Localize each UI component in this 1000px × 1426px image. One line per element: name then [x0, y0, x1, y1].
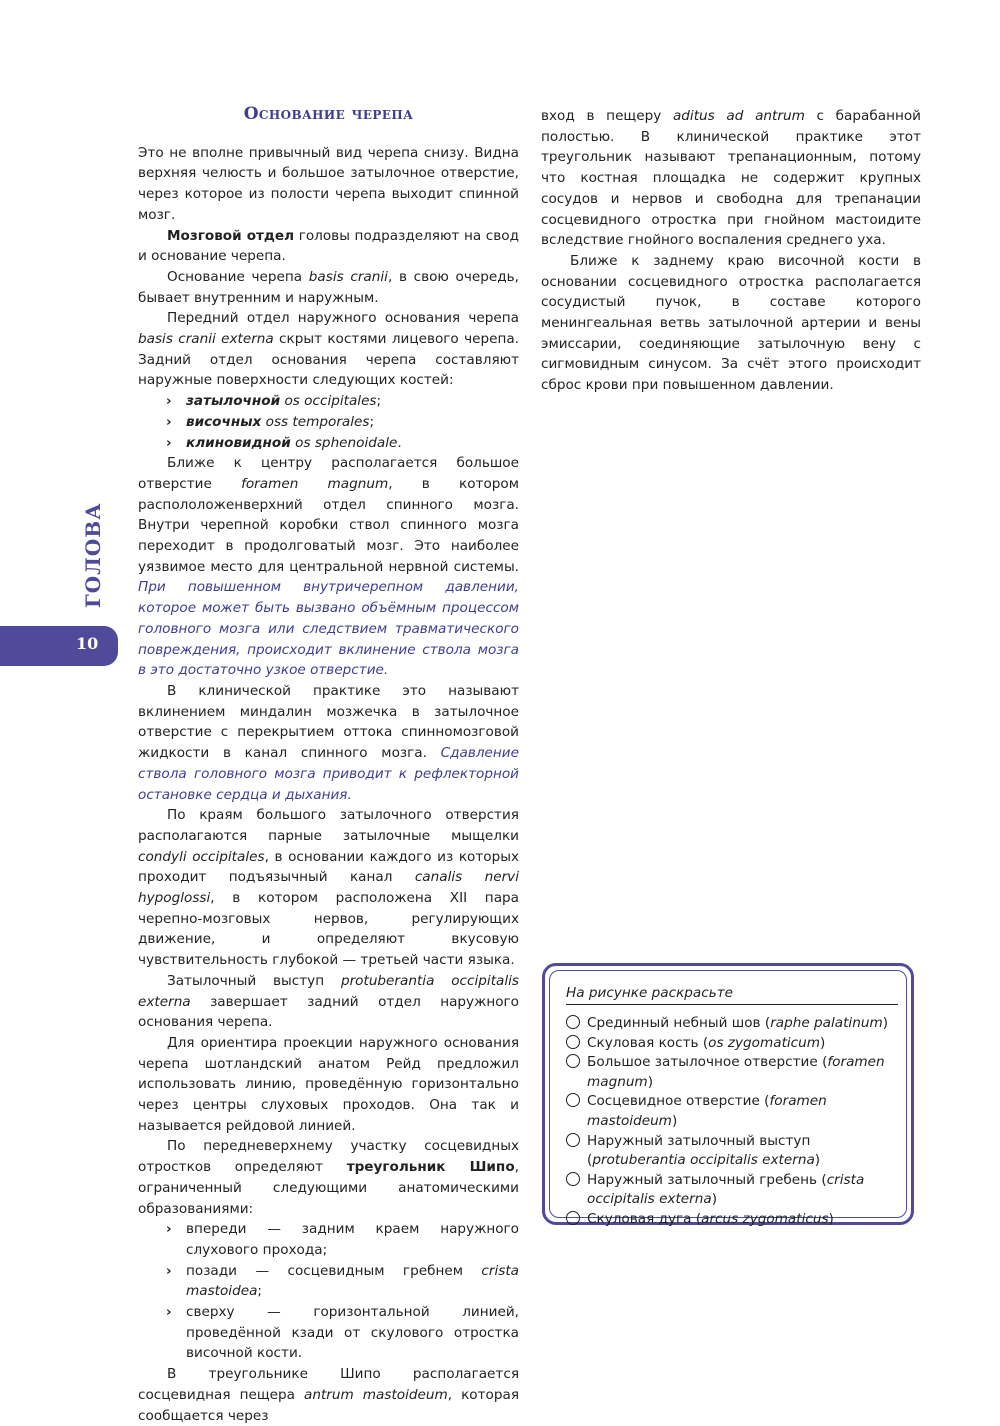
coloring-task-title: На рисунке раскрасьте [566, 985, 898, 1005]
coloring-item[interactable]: Наружный затылочный выступ (protuberantia occipitalis externa) [565, 1132, 910, 1171]
circle-checkbox-icon[interactable] [565, 1132, 587, 1151]
list-item: › впереди — задним краем наружного слухового прохода; [138, 1219, 519, 1260]
page-number: 10 [76, 634, 99, 653]
paragraph-foramen: Ближе к центру располагается большое отверстие foramen magnum, в котором распололоженверхний отдел спинного мозга. Внутри черепной коробки ствол спинного мозга переходит в продолговатый мозг. Это наиболее уязвимое место для центральной нервной системы. При повышенном внутричерепном давлении, которое может быть вызвано объёмным процессом головного мозга или следствием травматического повреждения, происходит вклинение ствола мозга в это достаточно узкое отверстие. [138, 455, 519, 679]
circle-checkbox-icon[interactable] [565, 1210, 587, 1229]
paragraph-antrum: В треугольнике Шипо располагается сосцевидная пещера antrum mastoideum, которая сообщается через [138, 1366, 519, 1424]
paragraph-condyles: По краям большого затылочного отверстия располагаются парные затылочные мыщелки condyli occipitales, в основании каждого из которых проходит подъязычный канал canalis nervi hypoglossi, в котором расположена XII пара черепно-мозговых нервов, регулирующих движение, и определяют вкусовую чувствительность глубокой — третьей части языка. [138, 807, 519, 969]
chevron-right-icon: › [166, 1304, 172, 1321]
paragraph-intro: Это не вполне привычный вид черепа снизу. Видна верхняя челюсть и большое затылочное отверстие, через которое из полости черепа выходит спинной мозг. [138, 144, 519, 223]
chevron-right-icon: › [166, 434, 172, 451]
circle-checkbox-icon[interactable] [565, 1092, 587, 1111]
paragraph-clinical: В клинической практике это называют вклинением миндалин мозжечка в затылочное отверстие с перекрытием оттока спинномозговой жидкости в канал спинного мозга. Сдавление ствола головного мозга приводит к рефлекторной остановке сердца и дыхания. [138, 682, 519, 803]
coloring-task-box [542, 963, 914, 1225]
coloring-item[interactable]: Наружный затылочный гребень (crista occipitalis externa) [565, 1171, 910, 1210]
coloring-item[interactable]: Скуловая кость (os zygomaticum) [565, 1034, 910, 1054]
paragraph-protuberance: Затылочный выступ protuberantia occipitalis externa завершает задний отдел наружного основания черепа. [138, 972, 519, 1031]
circle-checkbox-icon[interactable] [565, 1034, 587, 1053]
list-item: › височных oss temporales; [138, 412, 519, 433]
chevron-right-icon: › [166, 1262, 172, 1279]
section-label: ГОЛОВА [81, 502, 105, 608]
list-item: › позади — сосцевидным гребнем crista mastoidea; [138, 1261, 519, 1302]
circle-checkbox-icon[interactable] [565, 1171, 587, 1190]
chevron-right-icon: › [166, 1221, 172, 1238]
page-title: Основание черепа [243, 104, 414, 124]
paragraph-reid: Для ориентира проекции наружного основания черепа шотландский анатом Рейд предложил использовать линию, проведённую горизонтально через центры слуховых проходов. Она так и называется рейдовой линией. [138, 1034, 519, 1134]
chevron-right-icon: › [166, 413, 172, 430]
paragraph-vessels: Ближе к заднему краю височной кости в основании сосцевидного отростка располагается сосудистый пучок, в составе которого менингеальная ветвь затылочной артерии и вены эмиссарии, соединяющие затылочную вену с сигмовидным синусом. За счёт этого происходит сброс крови при повышенном давлении. [541, 252, 921, 394]
coloring-item[interactable]: Сосцевидное отверстие (foramen mastoideum) [565, 1092, 910, 1131]
coloring-item[interactable]: Срединный небный шов (raphe palatinum) [565, 1014, 910, 1034]
page-number-tab [0, 626, 118, 666]
paragraph-brain-section: Мозговой отдел головы подразделяют на свод и основание черепа. [138, 227, 519, 265]
coloring-item[interactable]: Большое затылочное отверстие (foramen magnum) [565, 1053, 910, 1092]
circle-checkbox-icon[interactable] [565, 1014, 587, 1033]
chevron-right-icon: › [166, 393, 172, 410]
left-column [138, 100, 519, 1426]
coloring-task-list [565, 1014, 910, 1230]
paragraph-chipault: По передневерхнему участку сосцевидных отростков определяют треугольник Шипо, ограниченный следующими анатомическими образованиями: [138, 1138, 519, 1217]
list-item: › затылочной os occipitales; [138, 391, 519, 412]
paragraph-external-base: Передний отдел наружного основания черепа basis cranii externa скрыт костями лицевого черепа. Задний отдел основания черепа составляют наружные поверхности следующих костей: [138, 310, 519, 389]
coloring-item[interactable]: Скуловая дуга (arcus zygomaticus) [565, 1210, 910, 1230]
paragraph-basis: Основание черепа basis cranii, в свою очередь, бывает внутренним и наружным. [138, 268, 519, 306]
list-item: › клиновидной os sphenoidale. [138, 433, 519, 454]
list-item: › сверху — горизонтальной линией, проведённой кзади от скулового отростка височной кости. [138, 1302, 519, 1364]
right-column [541, 106, 921, 396]
paragraph-aditus: вход в пещеру aditus ad antrum с барабанной полостью. В клинической практике этот треугольник называют трепанационным, потому что костная площадка не содержит крупных сосудов и нервов и свободна для трепанации сосцевидного отростка при гнойном мастоидите вследствие гнойного воспаления среднего уха. [541, 108, 921, 249]
circle-checkbox-icon[interactable] [565, 1053, 587, 1072]
